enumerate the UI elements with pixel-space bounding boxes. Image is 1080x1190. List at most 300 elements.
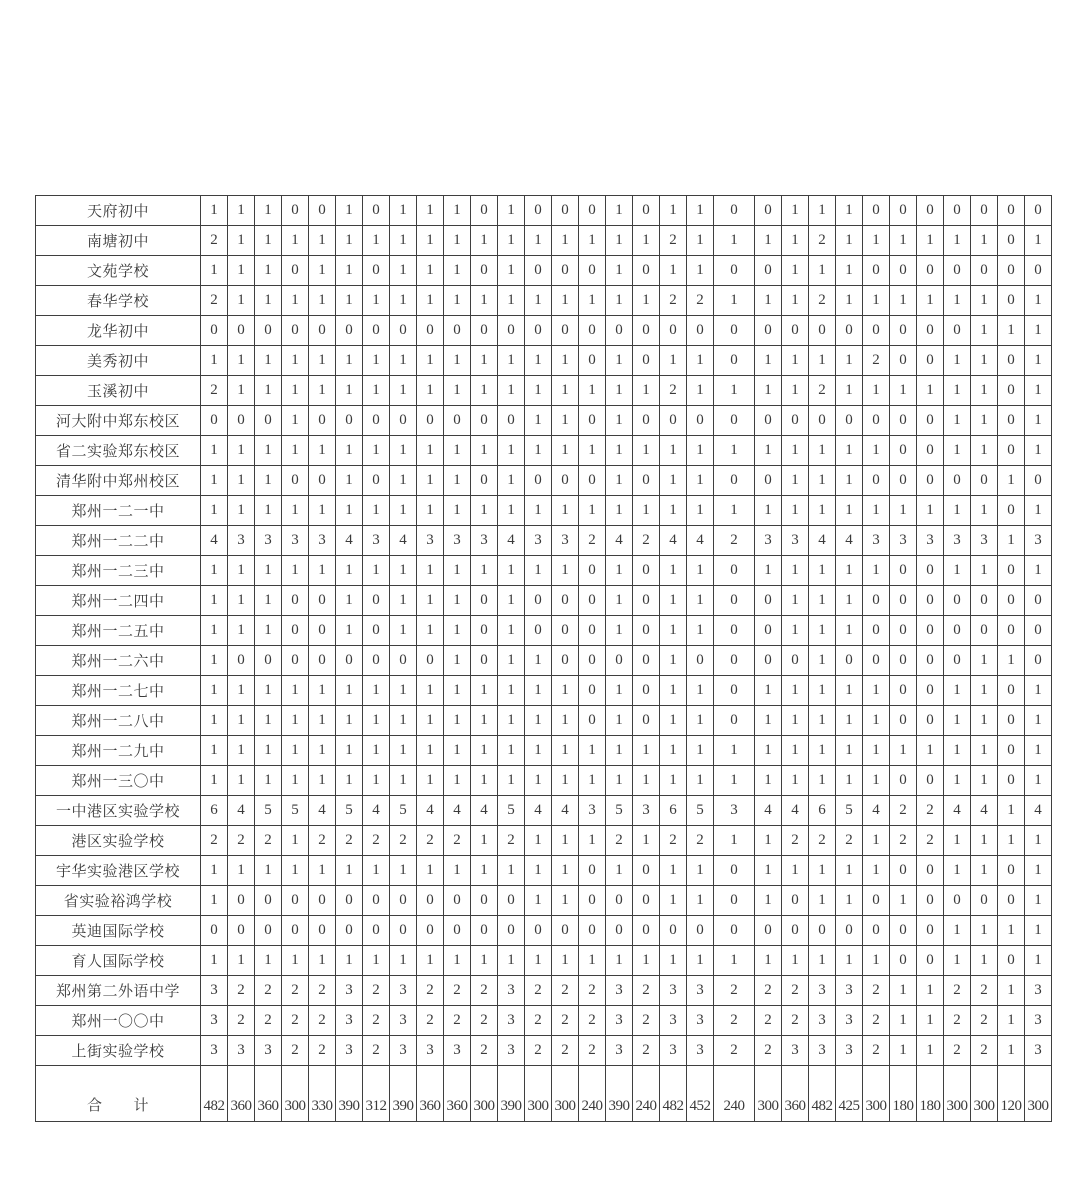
value-cell: 1 bbox=[1025, 706, 1052, 736]
value-cell: 1 bbox=[633, 376, 660, 406]
value-cell: 3 bbox=[633, 796, 660, 826]
value-cell: 1 bbox=[390, 616, 417, 646]
value-cell: 1 bbox=[687, 676, 714, 706]
value-cell: 1 bbox=[836, 286, 863, 316]
value-cell: 1 bbox=[687, 196, 714, 226]
value-cell: 1 bbox=[944, 946, 971, 976]
value-cell: 1 bbox=[255, 376, 282, 406]
value-cell: 1 bbox=[782, 946, 809, 976]
value-cell: 1 bbox=[498, 376, 525, 406]
value-cell: 0 bbox=[890, 556, 917, 586]
total-value-cell: 390 bbox=[498, 1066, 525, 1122]
table-row bbox=[36, 526, 1052, 556]
value-cell: 1 bbox=[809, 886, 836, 916]
value-cell: 1 bbox=[660, 646, 687, 676]
value-cell: 2 bbox=[552, 1036, 579, 1066]
value-cell: 1 bbox=[836, 496, 863, 526]
value-cell: 0 bbox=[471, 916, 498, 946]
value-cell: 1 bbox=[971, 736, 998, 766]
value-cell: 2 bbox=[309, 976, 336, 1006]
value-cell: 1 bbox=[836, 766, 863, 796]
value-cell: 0 bbox=[255, 886, 282, 916]
value-cell: 2 bbox=[755, 976, 782, 1006]
value-cell: 1 bbox=[228, 556, 255, 586]
value-cell: 1 bbox=[282, 706, 309, 736]
value-cell: 0 bbox=[282, 886, 309, 916]
value-cell: 0 bbox=[525, 586, 552, 616]
value-cell: 1 bbox=[606, 706, 633, 736]
table-row bbox=[36, 796, 1052, 826]
value-cell: 1 bbox=[836, 586, 863, 616]
value-cell: 1 bbox=[606, 406, 633, 436]
value-cell: 1 bbox=[971, 856, 998, 886]
value-cell: 1 bbox=[917, 496, 944, 526]
value-cell: 0 bbox=[309, 646, 336, 676]
value-cell: 1 bbox=[255, 286, 282, 316]
value-cell: 0 bbox=[255, 406, 282, 436]
value-cell: 1 bbox=[1025, 496, 1052, 526]
value-cell: 1 bbox=[417, 946, 444, 976]
value-cell: 1 bbox=[282, 496, 309, 526]
value-cell: 0 bbox=[890, 946, 917, 976]
value-cell: 0 bbox=[998, 706, 1025, 736]
value-cell: 0 bbox=[890, 256, 917, 286]
value-cell: 3 bbox=[390, 1006, 417, 1036]
total-value-cell: 300 bbox=[282, 1066, 309, 1122]
value-cell: 0 bbox=[498, 916, 525, 946]
value-cell: 1 bbox=[633, 496, 660, 526]
school-name-cell: 文苑学校 bbox=[36, 256, 201, 286]
value-cell: 1 bbox=[201, 256, 228, 286]
value-cell: 2 bbox=[363, 1006, 390, 1036]
value-cell: 1 bbox=[444, 226, 471, 256]
value-cell: 1 bbox=[363, 376, 390, 406]
value-cell: 0 bbox=[714, 256, 755, 286]
value-cell: 0 bbox=[579, 856, 606, 886]
value-cell: 1 bbox=[552, 226, 579, 256]
value-cell: 0 bbox=[890, 346, 917, 376]
value-cell: 1 bbox=[417, 586, 444, 616]
total-value-cell: 300 bbox=[755, 1066, 782, 1122]
value-cell: 2 bbox=[863, 1006, 890, 1036]
value-cell: 0 bbox=[917, 766, 944, 796]
value-cell: 1 bbox=[660, 466, 687, 496]
value-cell: 1 bbox=[917, 1006, 944, 1036]
total-value-cell: 300 bbox=[863, 1066, 890, 1122]
school-name-cell: 郑州一二四中 bbox=[36, 586, 201, 616]
value-cell: 1 bbox=[660, 676, 687, 706]
value-cell: 2 bbox=[890, 796, 917, 826]
value-cell: 0 bbox=[998, 286, 1025, 316]
value-cell: 1 bbox=[809, 256, 836, 286]
value-cell: 1 bbox=[255, 346, 282, 376]
value-cell: 1 bbox=[525, 226, 552, 256]
value-cell: 1 bbox=[309, 376, 336, 406]
value-cell: 1 bbox=[309, 256, 336, 286]
value-cell: 0 bbox=[998, 856, 1025, 886]
value-cell: 0 bbox=[228, 316, 255, 346]
value-cell: 3 bbox=[1025, 976, 1052, 1006]
school-name-cell: 省实验裕鸿学校 bbox=[36, 886, 201, 916]
value-cell: 1 bbox=[282, 406, 309, 436]
value-cell: 1 bbox=[687, 886, 714, 916]
value-cell: 1 bbox=[755, 676, 782, 706]
value-cell: 0 bbox=[471, 196, 498, 226]
value-cell: 1 bbox=[201, 436, 228, 466]
value-cell: 2 bbox=[660, 286, 687, 316]
value-cell: 0 bbox=[606, 646, 633, 676]
value-cell: 0 bbox=[998, 886, 1025, 916]
value-cell: 3 bbox=[201, 976, 228, 1006]
value-cell: 1 bbox=[201, 736, 228, 766]
value-cell: 3 bbox=[201, 1006, 228, 1036]
value-cell: 0 bbox=[917, 856, 944, 886]
value-cell: 1 bbox=[809, 466, 836, 496]
value-cell: 1 bbox=[782, 436, 809, 466]
value-cell: 1 bbox=[525, 676, 552, 706]
value-cell: 5 bbox=[255, 796, 282, 826]
value-cell: 0 bbox=[944, 196, 971, 226]
value-cell: 1 bbox=[809, 616, 836, 646]
value-cell: 1 bbox=[201, 616, 228, 646]
value-cell: 1 bbox=[336, 346, 363, 376]
value-cell: 1 bbox=[228, 466, 255, 496]
value-cell: 2 bbox=[944, 976, 971, 1006]
value-cell: 1 bbox=[228, 736, 255, 766]
value-cell: 0 bbox=[714, 586, 755, 616]
value-cell: 0 bbox=[579, 706, 606, 736]
value-cell: 3 bbox=[498, 1036, 525, 1066]
school-name-cell: 龙华初中 bbox=[36, 316, 201, 346]
value-cell: 1 bbox=[660, 736, 687, 766]
school-name-cell: 清华附中郑州校区 bbox=[36, 466, 201, 496]
value-cell: 1 bbox=[687, 496, 714, 526]
value-cell: 2 bbox=[863, 346, 890, 376]
value-cell: 4 bbox=[228, 796, 255, 826]
value-cell: 2 bbox=[579, 976, 606, 1006]
value-cell: 1 bbox=[525, 946, 552, 976]
value-cell: 1 bbox=[417, 676, 444, 706]
value-cell: 1 bbox=[390, 946, 417, 976]
value-cell: 2 bbox=[809, 226, 836, 256]
value-cell: 1 bbox=[660, 706, 687, 736]
total-value-cell: 120 bbox=[998, 1066, 1025, 1122]
value-cell: 1 bbox=[228, 436, 255, 466]
value-cell: 0 bbox=[863, 406, 890, 436]
value-cell: 3 bbox=[836, 1006, 863, 1036]
value-cell: 3 bbox=[944, 526, 971, 556]
value-cell: 0 bbox=[309, 466, 336, 496]
value-cell: 1 bbox=[417, 436, 444, 466]
value-cell: 1 bbox=[755, 736, 782, 766]
value-cell: 0 bbox=[552, 316, 579, 346]
value-cell: 0 bbox=[579, 196, 606, 226]
value-cell: 2 bbox=[714, 1036, 755, 1066]
value-cell: 0 bbox=[363, 466, 390, 496]
value-cell: 2 bbox=[809, 286, 836, 316]
value-cell: 1 bbox=[552, 556, 579, 586]
value-cell: 3 bbox=[755, 526, 782, 556]
value-cell: 0 bbox=[998, 496, 1025, 526]
value-cell: 1 bbox=[444, 706, 471, 736]
value-cell: 2 bbox=[552, 976, 579, 1006]
value-cell: 0 bbox=[687, 646, 714, 676]
value-cell: 0 bbox=[633, 346, 660, 376]
value-cell: 3 bbox=[606, 1006, 633, 1036]
value-cell: 1 bbox=[363, 766, 390, 796]
value-cell: 2 bbox=[809, 826, 836, 856]
value-cell: 1 bbox=[417, 616, 444, 646]
value-cell: 1 bbox=[755, 436, 782, 466]
value-cell: 2 bbox=[633, 526, 660, 556]
value-cell: 1 bbox=[714, 826, 755, 856]
value-cell: 2 bbox=[660, 376, 687, 406]
value-cell: 1 bbox=[944, 346, 971, 376]
value-cell: 1 bbox=[228, 376, 255, 406]
value-cell: 0 bbox=[228, 406, 255, 436]
value-cell: 1 bbox=[755, 706, 782, 736]
value-cell: 2 bbox=[255, 826, 282, 856]
value-cell: 1 bbox=[971, 286, 998, 316]
value-cell: 1 bbox=[336, 466, 363, 496]
value-cell: 1 bbox=[336, 256, 363, 286]
value-cell: 5 bbox=[390, 796, 417, 826]
value-cell: 0 bbox=[782, 646, 809, 676]
value-cell: 3 bbox=[255, 526, 282, 556]
value-cell: 3 bbox=[917, 526, 944, 556]
school-name-cell: 郑州一〇〇中 bbox=[36, 1006, 201, 1036]
value-cell: 1 bbox=[755, 346, 782, 376]
value-cell: 0 bbox=[944, 256, 971, 286]
value-cell: 1 bbox=[498, 466, 525, 496]
value-cell: 1 bbox=[552, 286, 579, 316]
value-cell: 1 bbox=[633, 286, 660, 316]
value-cell: 1 bbox=[444, 436, 471, 466]
value-cell: 1 bbox=[971, 316, 998, 346]
value-cell: 0 bbox=[282, 256, 309, 286]
school-name-cell: 玉溪初中 bbox=[36, 376, 201, 406]
value-cell: 3 bbox=[809, 1036, 836, 1066]
value-cell: 1 bbox=[498, 196, 525, 226]
value-cell: 0 bbox=[890, 406, 917, 436]
value-cell: 1 bbox=[336, 616, 363, 646]
value-cell: 2 bbox=[525, 976, 552, 1006]
value-cell: 1 bbox=[228, 586, 255, 616]
value-cell: 1 bbox=[201, 646, 228, 676]
value-cell: 1 bbox=[444, 676, 471, 706]
value-cell: 1 bbox=[782, 496, 809, 526]
value-cell: 1 bbox=[579, 946, 606, 976]
value-cell: 1 bbox=[863, 556, 890, 586]
value-cell: 1 bbox=[255, 436, 282, 466]
value-cell: 1 bbox=[444, 496, 471, 526]
value-cell: 6 bbox=[201, 796, 228, 826]
value-cell: 1 bbox=[836, 256, 863, 286]
value-cell: 0 bbox=[1025, 646, 1052, 676]
value-cell: 1 bbox=[579, 226, 606, 256]
value-cell: 2 bbox=[714, 1006, 755, 1036]
value-cell: 1 bbox=[809, 706, 836, 736]
value-cell: 4 bbox=[606, 526, 633, 556]
value-cell: 1 bbox=[309, 946, 336, 976]
value-cell: 0 bbox=[552, 646, 579, 676]
value-cell: 0 bbox=[714, 646, 755, 676]
value-cell: 1 bbox=[890, 376, 917, 406]
value-cell: 1 bbox=[390, 496, 417, 526]
value-cell: 1 bbox=[836, 706, 863, 736]
value-cell: 0 bbox=[309, 886, 336, 916]
value-cell: 1 bbox=[782, 706, 809, 736]
value-cell: 1 bbox=[755, 496, 782, 526]
value-cell: 0 bbox=[714, 706, 755, 736]
value-cell: 2 bbox=[782, 826, 809, 856]
value-cell: 1 bbox=[336, 676, 363, 706]
value-cell: 1 bbox=[687, 856, 714, 886]
value-cell: 1 bbox=[1025, 436, 1052, 466]
value-cell: 3 bbox=[606, 1036, 633, 1066]
value-cell: 1 bbox=[944, 376, 971, 406]
value-cell: 1 bbox=[606, 496, 633, 526]
value-cell: 1 bbox=[836, 346, 863, 376]
value-cell: 0 bbox=[444, 316, 471, 346]
value-cell: 1 bbox=[714, 376, 755, 406]
value-cell: 0 bbox=[336, 646, 363, 676]
value-cell: 1 bbox=[444, 586, 471, 616]
value-cell: 1 bbox=[390, 376, 417, 406]
value-cell: 0 bbox=[552, 616, 579, 646]
value-cell: 0 bbox=[579, 646, 606, 676]
value-cell: 2 bbox=[579, 1036, 606, 1066]
value-cell: 0 bbox=[971, 586, 998, 616]
value-cell: 5 bbox=[836, 796, 863, 826]
value-cell: 1 bbox=[309, 676, 336, 706]
value-cell: 0 bbox=[782, 886, 809, 916]
school-name-cell: 上街实验学校 bbox=[36, 1036, 201, 1066]
value-cell: 1 bbox=[755, 286, 782, 316]
value-cell: 1 bbox=[1025, 826, 1052, 856]
value-cell: 1 bbox=[390, 556, 417, 586]
value-cell: 1 bbox=[471, 496, 498, 526]
value-cell: 2 bbox=[687, 826, 714, 856]
value-cell: 0 bbox=[998, 616, 1025, 646]
school-name-cell: 郑州第二外语中学 bbox=[36, 976, 201, 1006]
value-cell: 4 bbox=[444, 796, 471, 826]
value-cell: 1 bbox=[809, 676, 836, 706]
value-cell: 1 bbox=[944, 226, 971, 256]
value-cell: 1 bbox=[660, 256, 687, 286]
value-cell: 3 bbox=[579, 796, 606, 826]
value-cell: 0 bbox=[471, 466, 498, 496]
value-cell: 0 bbox=[660, 316, 687, 346]
value-cell: 1 bbox=[471, 436, 498, 466]
value-cell: 1 bbox=[714, 226, 755, 256]
value-cell: 1 bbox=[282, 946, 309, 976]
value-cell: 1 bbox=[687, 946, 714, 976]
value-cell: 1 bbox=[809, 766, 836, 796]
value-cell: 1 bbox=[336, 556, 363, 586]
value-cell: 1 bbox=[255, 586, 282, 616]
value-cell: 1 bbox=[525, 496, 552, 526]
total-row bbox=[36, 1066, 1052, 1122]
school-name-cell: 港区实验学校 bbox=[36, 826, 201, 856]
table-row bbox=[36, 466, 1052, 496]
value-cell: 1 bbox=[809, 646, 836, 676]
value-cell: 1 bbox=[363, 496, 390, 526]
value-cell: 0 bbox=[917, 646, 944, 676]
value-cell: 1 bbox=[309, 346, 336, 376]
value-cell: 1 bbox=[228, 346, 255, 376]
value-cell: 0 bbox=[471, 256, 498, 286]
value-cell: 1 bbox=[755, 376, 782, 406]
total-value-cell: 482 bbox=[809, 1066, 836, 1122]
total-value-cell: 300 bbox=[471, 1066, 498, 1122]
value-cell: 1 bbox=[390, 706, 417, 736]
value-cell: 0 bbox=[998, 556, 1025, 586]
value-cell: 1 bbox=[714, 436, 755, 466]
value-cell: 1 bbox=[890, 286, 917, 316]
table-row bbox=[36, 976, 1052, 1006]
value-cell: 0 bbox=[525, 256, 552, 286]
value-cell: 1 bbox=[1025, 286, 1052, 316]
value-cell: 0 bbox=[363, 406, 390, 436]
value-cell: 4 bbox=[660, 526, 687, 556]
value-cell: 3 bbox=[1025, 526, 1052, 556]
value-cell: 4 bbox=[309, 796, 336, 826]
value-cell: 1 bbox=[471, 946, 498, 976]
value-cell: 3 bbox=[1025, 1006, 1052, 1036]
value-cell: 1 bbox=[755, 556, 782, 586]
value-cell: 4 bbox=[363, 796, 390, 826]
value-cell: 3 bbox=[228, 1036, 255, 1066]
value-cell: 0 bbox=[890, 616, 917, 646]
table-row bbox=[36, 646, 1052, 676]
value-cell: 1 bbox=[525, 436, 552, 466]
value-cell: 3 bbox=[836, 1036, 863, 1066]
total-value-cell: 482 bbox=[201, 1066, 228, 1122]
value-cell: 2 bbox=[228, 976, 255, 1006]
value-cell: 3 bbox=[809, 976, 836, 1006]
value-cell: 1 bbox=[363, 946, 390, 976]
value-cell: 1 bbox=[255, 736, 282, 766]
value-cell: 1 bbox=[633, 736, 660, 766]
value-cell: 2 bbox=[282, 1036, 309, 1066]
value-cell: 1 bbox=[944, 706, 971, 736]
value-cell: 1 bbox=[687, 736, 714, 766]
value-cell: 1 bbox=[228, 496, 255, 526]
value-cell: 1 bbox=[863, 496, 890, 526]
value-cell: 2 bbox=[363, 1036, 390, 1066]
value-cell: 2 bbox=[282, 976, 309, 1006]
value-cell: 1 bbox=[417, 706, 444, 736]
value-cell: 1 bbox=[363, 286, 390, 316]
value-cell: 2 bbox=[228, 826, 255, 856]
value-cell: 1 bbox=[336, 496, 363, 526]
total-value-cell: 330 bbox=[309, 1066, 336, 1122]
value-cell: 1 bbox=[782, 736, 809, 766]
total-value-cell: 390 bbox=[606, 1066, 633, 1122]
value-cell: 1 bbox=[255, 946, 282, 976]
table-row bbox=[36, 316, 1052, 346]
value-cell: 1 bbox=[660, 586, 687, 616]
total-value-cell: 300 bbox=[971, 1066, 998, 1122]
value-cell: 0 bbox=[579, 616, 606, 646]
value-cell: 2 bbox=[525, 1036, 552, 1066]
value-cell: 1 bbox=[309, 496, 336, 526]
value-cell: 0 bbox=[863, 466, 890, 496]
value-cell: 0 bbox=[755, 916, 782, 946]
value-cell: 0 bbox=[633, 856, 660, 886]
value-cell: 0 bbox=[498, 886, 525, 916]
